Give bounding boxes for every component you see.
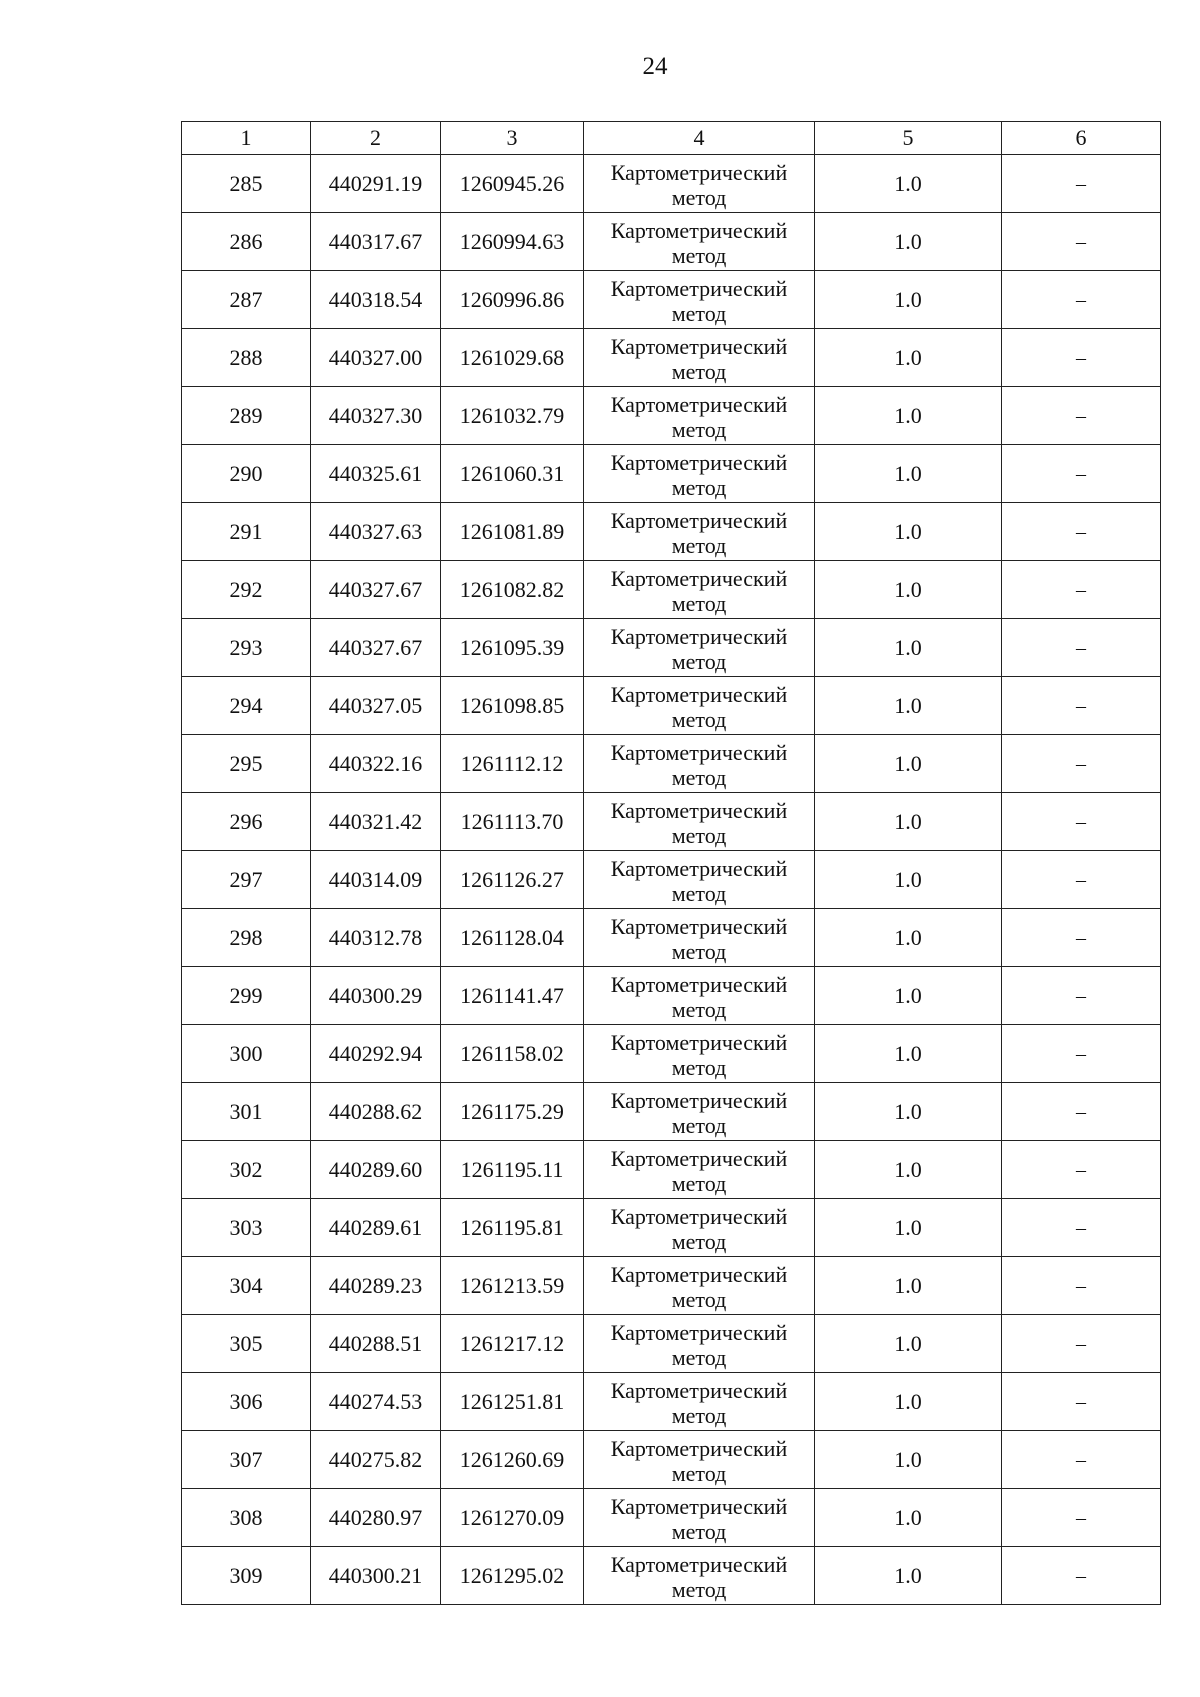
method-cell: [584, 503, 815, 561]
x-coordinate-cell: 440300.29: [311, 967, 441, 1025]
method-line-2: метод: [671, 590, 727, 616]
method-line-2: метод: [671, 184, 727, 210]
note-cell: –: [1002, 851, 1161, 909]
accuracy-cell: 1.0: [815, 1025, 1002, 1083]
accuracy-cell: 1.0: [815, 851, 1002, 909]
y-coordinate-cell: 1261098.85: [441, 677, 584, 735]
accuracy-cell: 1.0: [815, 1141, 1002, 1199]
x-coordinate-cell: 440317.67: [311, 213, 441, 271]
x-coordinate-cell: 440289.61: [311, 1199, 441, 1257]
column-header: 2: [311, 122, 441, 155]
accuracy-cell: 1.0: [815, 1315, 1002, 1373]
method-line-1: Картометрический: [610, 913, 788, 939]
method-cell: [584, 677, 815, 735]
x-coordinate-cell: 440327.67: [311, 561, 441, 619]
method-cell: [584, 271, 815, 329]
note-cell: –: [1002, 909, 1161, 967]
accuracy-cell: 1.0: [815, 329, 1002, 387]
note-cell: –: [1002, 1141, 1161, 1199]
method-cell: [584, 793, 815, 851]
column-header: 6: [1002, 122, 1161, 155]
note-cell: –: [1002, 1489, 1161, 1547]
method-line-2: метод: [671, 1460, 727, 1486]
column-header: 4: [584, 122, 815, 155]
note-cell: –: [1002, 1083, 1161, 1141]
y-coordinate-cell: 1261158.02: [441, 1025, 584, 1083]
x-coordinate-cell: 440289.60: [311, 1141, 441, 1199]
point-number-cell: 291: [182, 503, 311, 561]
column-header: 5: [815, 122, 1002, 155]
column-header: 1: [182, 122, 311, 155]
table-row: [182, 445, 1161, 503]
point-number-cell: 298: [182, 909, 311, 967]
accuracy-cell: 1.0: [815, 387, 1002, 445]
x-coordinate-cell: 440327.63: [311, 503, 441, 561]
method-line-2: метод: [671, 648, 727, 674]
x-coordinate-cell: 440327.00: [311, 329, 441, 387]
point-number-cell: 287: [182, 271, 311, 329]
y-coordinate-cell: 1261060.31: [441, 445, 584, 503]
x-coordinate-cell: 440300.21: [311, 1547, 441, 1605]
accuracy-cell: 1.0: [815, 1199, 1002, 1257]
accuracy-cell: 1.0: [815, 1257, 1002, 1315]
point-number-cell: 303: [182, 1199, 311, 1257]
method-line-2: метод: [671, 1402, 727, 1428]
table-row: [182, 213, 1161, 271]
method-line-1: Картометрический: [610, 797, 788, 823]
table-row: [182, 851, 1161, 909]
table-row: [182, 329, 1161, 387]
note-cell: –: [1002, 967, 1161, 1025]
method-cell: [584, 1373, 815, 1431]
point-number-cell: 308: [182, 1489, 311, 1547]
y-coordinate-cell: 1261213.59: [441, 1257, 584, 1315]
note-cell: –: [1002, 561, 1161, 619]
y-coordinate-cell: 1261029.68: [441, 329, 584, 387]
point-number-cell: 302: [182, 1141, 311, 1199]
note-cell: –: [1002, 387, 1161, 445]
table-row: [182, 1141, 1161, 1199]
method-line-1: Картометрический: [610, 1319, 788, 1345]
y-coordinate-cell: 1261217.12: [441, 1315, 584, 1373]
method-line-1: Картометрический: [610, 507, 788, 533]
method-cell: [584, 1083, 815, 1141]
method-cell: [584, 445, 815, 503]
point-number-cell: 288: [182, 329, 311, 387]
point-number-cell: 300: [182, 1025, 311, 1083]
method-cell: [584, 735, 815, 793]
method-cell: [584, 1199, 815, 1257]
x-coordinate-cell: 440327.05: [311, 677, 441, 735]
method-cell: [584, 1141, 815, 1199]
x-coordinate-cell: 440312.78: [311, 909, 441, 967]
method-line-2: метод: [671, 1228, 727, 1254]
note-cell: –: [1002, 503, 1161, 561]
table-row: [182, 271, 1161, 329]
method-cell: [584, 561, 815, 619]
y-coordinate-cell: 1261082.82: [441, 561, 584, 619]
method-line-1: Картометрический: [610, 565, 788, 591]
method-line-2: метод: [671, 996, 727, 1022]
x-coordinate-cell: 440289.23: [311, 1257, 441, 1315]
point-number-cell: 309: [182, 1547, 311, 1605]
x-coordinate-cell: 440275.82: [311, 1431, 441, 1489]
method-line-2: метод: [671, 474, 727, 500]
method-line-1: Картометрический: [610, 159, 788, 185]
note-cell: –: [1002, 1547, 1161, 1605]
accuracy-cell: 1.0: [815, 1373, 1002, 1431]
table-row: [182, 1199, 1161, 1257]
method-line-2: метод: [671, 1170, 727, 1196]
y-coordinate-cell: 1261141.47: [441, 967, 584, 1025]
point-number-cell: 301: [182, 1083, 311, 1141]
method-line-2: метод: [671, 938, 727, 964]
accuracy-cell: 1.0: [815, 735, 1002, 793]
header-row: [182, 122, 1161, 155]
point-number-cell: 307: [182, 1431, 311, 1489]
note-cell: –: [1002, 677, 1161, 735]
accuracy-cell: 1.0: [815, 619, 1002, 677]
table-body: [182, 155, 1161, 1605]
x-coordinate-cell: 440327.67: [311, 619, 441, 677]
table-row: [182, 967, 1161, 1025]
note-cell: –: [1002, 445, 1161, 503]
accuracy-cell: 1.0: [815, 909, 1002, 967]
y-coordinate-cell: 1261113.70: [441, 793, 584, 851]
column-header: 3: [441, 122, 584, 155]
point-number-cell: 306: [182, 1373, 311, 1431]
x-coordinate-cell: 440318.54: [311, 271, 441, 329]
x-coordinate-cell: 440274.53: [311, 1373, 441, 1431]
method-line-1: Картометрический: [610, 1087, 788, 1113]
point-number-cell: 289: [182, 387, 311, 445]
point-number-cell: 290: [182, 445, 311, 503]
y-coordinate-cell: 1261095.39: [441, 619, 584, 677]
method-line-2: метод: [671, 764, 727, 790]
method-line-1: Картометрический: [610, 739, 788, 765]
point-number-cell: 296: [182, 793, 311, 851]
accuracy-cell: 1.0: [815, 793, 1002, 851]
point-number-cell: 292: [182, 561, 311, 619]
table-row: [182, 1315, 1161, 1373]
note-cell: –: [1002, 1315, 1161, 1373]
table-row: [182, 619, 1161, 677]
y-coordinate-cell: 1261128.04: [441, 909, 584, 967]
method-line-1: Картометрический: [610, 1261, 788, 1287]
point-number-cell: 285: [182, 155, 311, 213]
table-row: [182, 1025, 1161, 1083]
method-cell: [584, 1315, 815, 1373]
x-coordinate-cell: 440321.42: [311, 793, 441, 851]
note-cell: –: [1002, 1373, 1161, 1431]
accuracy-cell: 1.0: [815, 677, 1002, 735]
table-row: [182, 503, 1161, 561]
y-coordinate-cell: 1261112.12: [441, 735, 584, 793]
table-row: [182, 155, 1161, 213]
method-line-1: Картометрический: [610, 681, 788, 707]
accuracy-cell: 1.0: [815, 503, 1002, 561]
point-number-cell: 295: [182, 735, 311, 793]
note-cell: –: [1002, 329, 1161, 387]
note-cell: –: [1002, 1257, 1161, 1315]
table-row: [182, 735, 1161, 793]
method-cell: [584, 155, 815, 213]
note-cell: –: [1002, 735, 1161, 793]
y-coordinate-cell: 1261195.11: [441, 1141, 584, 1199]
y-coordinate-cell: 1260996.86: [441, 271, 584, 329]
method-line-1: Картометрический: [610, 449, 788, 475]
y-coordinate-cell: 1261195.81: [441, 1199, 584, 1257]
table-row: [182, 1257, 1161, 1315]
note-cell: –: [1002, 213, 1161, 271]
accuracy-cell: 1.0: [815, 1083, 1002, 1141]
method-cell: [584, 1025, 815, 1083]
y-coordinate-cell: 1261175.29: [441, 1083, 584, 1141]
accuracy-cell: 1.0: [815, 561, 1002, 619]
accuracy-cell: 1.0: [815, 271, 1002, 329]
method-line-1: Картометрический: [610, 1435, 788, 1461]
y-coordinate-cell: 1261081.89: [441, 503, 584, 561]
point-number-cell: 304: [182, 1257, 311, 1315]
y-coordinate-cell: 1261032.79: [441, 387, 584, 445]
point-number-cell: 286: [182, 213, 311, 271]
point-number-cell: 305: [182, 1315, 311, 1373]
y-coordinate-cell: 1261260.69: [441, 1431, 584, 1489]
method-cell: [584, 1489, 815, 1547]
method-line-1: Картометрический: [610, 623, 788, 649]
method-line-2: метод: [671, 358, 727, 384]
x-coordinate-cell: 440280.97: [311, 1489, 441, 1547]
table-row: [182, 1489, 1161, 1547]
method-line-2: метод: [671, 532, 727, 558]
method-line-1: Картометрический: [610, 1203, 788, 1229]
table-row: [182, 793, 1161, 851]
method-cell: [584, 213, 815, 271]
method-cell: [584, 909, 815, 967]
table-row: [182, 1431, 1161, 1489]
method-line-1: Картометрический: [610, 1551, 788, 1577]
point-number-cell: 299: [182, 967, 311, 1025]
method-line-2: метод: [671, 880, 727, 906]
note-cell: –: [1002, 155, 1161, 213]
method-cell: [584, 851, 815, 909]
method-line-2: метод: [671, 1286, 727, 1312]
point-number-cell: 293: [182, 619, 311, 677]
note-cell: –: [1002, 1199, 1161, 1257]
x-coordinate-cell: 440291.19: [311, 155, 441, 213]
x-coordinate-cell: 440292.94: [311, 1025, 441, 1083]
method-line-1: Картометрический: [610, 1493, 788, 1519]
accuracy-cell: 1.0: [815, 213, 1002, 271]
table-row: [182, 1373, 1161, 1431]
method-line-1: Картометрический: [610, 1377, 788, 1403]
x-coordinate-cell: 440327.30: [311, 387, 441, 445]
point-number-cell: 294: [182, 677, 311, 735]
coordinates-table: [181, 121, 1161, 1605]
method-cell: [584, 619, 815, 677]
x-coordinate-cell: 440288.62: [311, 1083, 441, 1141]
table-header: [182, 122, 1161, 155]
note-cell: –: [1002, 619, 1161, 677]
x-coordinate-cell: 440314.09: [311, 851, 441, 909]
table-row: [182, 909, 1161, 967]
y-coordinate-cell: 1261295.02: [441, 1547, 584, 1605]
method-cell: [584, 1431, 815, 1489]
method-line-2: метод: [671, 1054, 727, 1080]
method-line-1: Картометрический: [610, 275, 788, 301]
method-line-1: Картометрический: [610, 971, 788, 997]
method-line-2: метод: [671, 1112, 727, 1138]
method-line-2: метод: [671, 1518, 727, 1544]
accuracy-cell: 1.0: [815, 1489, 1002, 1547]
method-line-1: Картометрический: [610, 391, 788, 417]
note-cell: –: [1002, 793, 1161, 851]
method-cell: [584, 329, 815, 387]
page-number: 24: [642, 53, 668, 80]
method-line-1: Картометрический: [610, 333, 788, 359]
method-line-2: метод: [671, 1576, 727, 1602]
method-line-2: метод: [671, 416, 727, 442]
method-line-2: метод: [671, 822, 727, 848]
note-cell: –: [1002, 1025, 1161, 1083]
table-row: [182, 1083, 1161, 1141]
y-coordinate-cell: 1260994.63: [441, 213, 584, 271]
accuracy-cell: 1.0: [815, 1547, 1002, 1605]
method-cell: [584, 1547, 815, 1605]
note-cell: –: [1002, 1431, 1161, 1489]
y-coordinate-cell: 1261251.81: [441, 1373, 584, 1431]
method-line-1: Картометрический: [610, 217, 788, 243]
accuracy-cell: 1.0: [815, 445, 1002, 503]
accuracy-cell: 1.0: [815, 967, 1002, 1025]
x-coordinate-cell: 440325.61: [311, 445, 441, 503]
method-line-1: Картометрический: [610, 855, 788, 881]
table-row: [182, 561, 1161, 619]
method-line-2: метод: [671, 706, 727, 732]
y-coordinate-cell: 1261126.27: [441, 851, 584, 909]
method-line-1: Картометрический: [610, 1145, 788, 1171]
x-coordinate-cell: 440322.16: [311, 735, 441, 793]
point-number-cell: 297: [182, 851, 311, 909]
method-line-2: метод: [671, 1344, 727, 1370]
y-coordinate-cell: 1260945.26: [441, 155, 584, 213]
method-cell: [584, 387, 815, 445]
accuracy-cell: 1.0: [815, 1431, 1002, 1489]
y-coordinate-cell: 1261270.09: [441, 1489, 584, 1547]
accuracy-cell: 1.0: [815, 155, 1002, 213]
method-line-1: Картометрический: [610, 1029, 788, 1055]
table-row: [182, 387, 1161, 445]
table-row: [182, 677, 1161, 735]
x-coordinate-cell: 440288.51: [311, 1315, 441, 1373]
method-cell: [584, 967, 815, 1025]
method-cell: [584, 1257, 815, 1315]
note-cell: –: [1002, 271, 1161, 329]
method-line-2: метод: [671, 242, 727, 268]
method-line-2: метод: [671, 300, 727, 326]
table-row: [182, 1547, 1161, 1605]
